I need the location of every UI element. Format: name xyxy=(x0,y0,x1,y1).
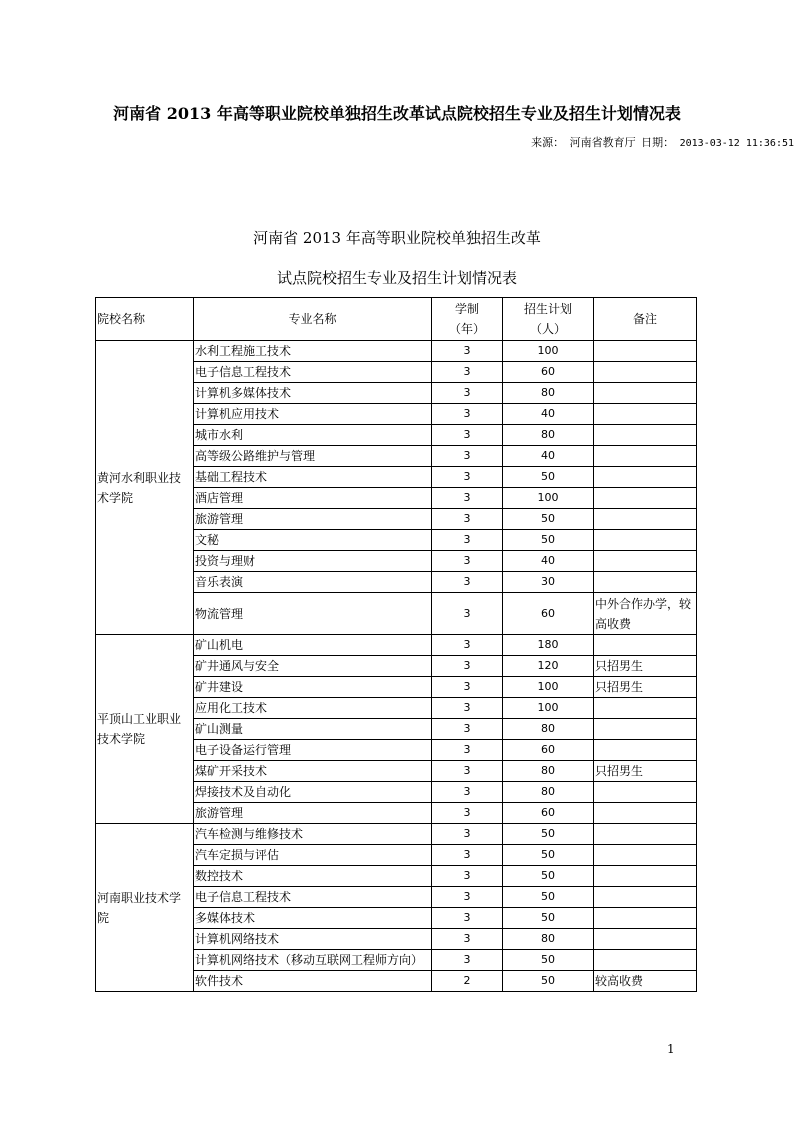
years-cell: 3 xyxy=(432,950,503,971)
plan-cell: 50 xyxy=(503,971,594,992)
years-cell: 3 xyxy=(432,404,503,425)
date-label: 日期： xyxy=(641,136,675,149)
plan-cell: 60 xyxy=(503,803,594,824)
note-cell xyxy=(594,740,697,761)
plan-cell: 60 xyxy=(503,740,594,761)
note-cell xyxy=(594,845,697,866)
major-cell: 矿井通风与安全 xyxy=(194,656,432,677)
document-title: 河南省 2013 年高等职业院校单独招生改革试点院校招生专业及招生计划情况表 xyxy=(113,104,681,123)
major-cell: 软件技术 xyxy=(194,971,432,992)
major-cell: 汽车检测与维修技术 xyxy=(194,824,432,845)
source-line xyxy=(529,134,794,150)
source-label: 来源： xyxy=(531,136,565,149)
header-school: 院校名称 xyxy=(96,298,194,341)
subtitle-line-2: 试点院校招生专业及招生计划情况表 xyxy=(276,269,517,287)
major-cell: 矿井建设 xyxy=(194,677,432,698)
note-cell xyxy=(594,782,697,803)
plan-cell: 40 xyxy=(503,551,594,572)
note-cell xyxy=(594,383,697,404)
note-cell xyxy=(594,530,697,551)
years-cell: 3 xyxy=(432,425,503,446)
years-cell: 3 xyxy=(432,929,503,950)
major-cell: 物流管理 xyxy=(194,593,432,635)
major-cell: 电子信息工程技术 xyxy=(194,362,432,383)
years-cell: 3 xyxy=(432,761,503,782)
years-cell: 3 xyxy=(432,908,503,929)
table-header-row xyxy=(96,298,697,341)
years-cell: 3 xyxy=(432,887,503,908)
note-cell: 只招男生 xyxy=(594,677,697,698)
plan-cell: 50 xyxy=(503,509,594,530)
note-cell xyxy=(594,824,697,845)
school-name-cell: 黄河水利职业技术学院 xyxy=(96,341,194,635)
plan-cell: 80 xyxy=(503,383,594,404)
note-cell xyxy=(594,551,697,572)
major-cell: 投资与理财 xyxy=(194,551,432,572)
enrollment-plan-table xyxy=(95,297,697,992)
plan-cell: 80 xyxy=(503,719,594,740)
note-cell xyxy=(594,446,697,467)
plan-cell: 100 xyxy=(503,488,594,509)
major-cell: 计算机网络技术 xyxy=(194,929,432,950)
major-cell: 城市水利 xyxy=(194,425,432,446)
plan-cell: 80 xyxy=(503,929,594,950)
years-cell: 3 xyxy=(432,719,503,740)
note-cell xyxy=(594,425,697,446)
major-cell: 高等级公路维护与管理 xyxy=(194,446,432,467)
plan-cell: 40 xyxy=(503,446,594,467)
years-cell: 3 xyxy=(432,509,503,530)
major-cell: 文秘 xyxy=(194,530,432,551)
major-cell: 电子设备运行管理 xyxy=(194,740,432,761)
date-value: 2013-03-12 11:36:51 xyxy=(679,138,794,149)
table-row xyxy=(96,824,697,845)
years-cell: 3 xyxy=(432,677,503,698)
major-cell: 多媒体技术 xyxy=(194,908,432,929)
school-name-cell: 平顶山工业职业技术学院 xyxy=(96,635,194,824)
major-cell: 计算机应用技术 xyxy=(194,404,432,425)
years-cell: 3 xyxy=(432,362,503,383)
plan-cell: 60 xyxy=(503,593,594,635)
header-years xyxy=(432,298,503,341)
plan-cell: 50 xyxy=(503,845,594,866)
plan-cell: 80 xyxy=(503,782,594,803)
plan-cell: 50 xyxy=(503,950,594,971)
years-cell: 3 xyxy=(432,488,503,509)
note-cell xyxy=(594,719,697,740)
note-cell xyxy=(594,866,697,887)
header-plan-line2: （人） xyxy=(529,322,566,336)
note-cell xyxy=(594,698,697,719)
major-cell: 计算机网络技术（移动互联网工程师方向） xyxy=(194,950,432,971)
major-cell: 音乐表演 xyxy=(194,572,432,593)
plan-cell: 50 xyxy=(503,887,594,908)
plan-cell: 100 xyxy=(503,341,594,362)
page-number: 1 xyxy=(667,1042,675,1056)
header-plan-line1: 招生计划 xyxy=(523,302,572,316)
note-cell xyxy=(594,404,697,425)
note-cell xyxy=(594,509,697,530)
header-plan xyxy=(503,298,594,341)
header-years-line1: 学制 xyxy=(454,302,479,316)
years-cell: 3 xyxy=(432,845,503,866)
source-value: 河南省教育厅 xyxy=(569,136,636,149)
note-cell: 只招男生 xyxy=(594,656,697,677)
years-cell: 3 xyxy=(432,866,503,887)
years-cell: 3 xyxy=(432,782,503,803)
note-cell: 中外合作办学，较高收费 xyxy=(594,593,697,635)
years-cell: 3 xyxy=(432,824,503,845)
years-cell: 3 xyxy=(432,341,503,362)
note-cell xyxy=(594,572,697,593)
years-cell: 3 xyxy=(432,446,503,467)
table-row xyxy=(96,341,697,362)
major-cell: 应用化工技术 xyxy=(194,698,432,719)
major-cell: 数控技术 xyxy=(194,866,432,887)
plan-cell: 100 xyxy=(503,677,594,698)
years-cell: 3 xyxy=(432,467,503,488)
major-cell: 矿山测量 xyxy=(194,719,432,740)
note-cell xyxy=(594,488,697,509)
plan-cell: 30 xyxy=(503,572,594,593)
major-cell: 煤矿开采技术 xyxy=(194,761,432,782)
plan-cell: 50 xyxy=(503,866,594,887)
note-cell xyxy=(594,908,697,929)
plan-cell: 40 xyxy=(503,404,594,425)
table-body xyxy=(96,341,697,992)
plan-cell: 80 xyxy=(503,425,594,446)
header-note: 备注 xyxy=(594,298,697,341)
major-cell: 水利工程施工技术 xyxy=(194,341,432,362)
years-cell: 2 xyxy=(432,971,503,992)
plan-cell: 50 xyxy=(503,467,594,488)
years-cell: 3 xyxy=(432,593,503,635)
plan-cell: 50 xyxy=(503,530,594,551)
school-name-cell: 河南职业技术学院 xyxy=(96,824,194,992)
major-cell: 旅游管理 xyxy=(194,509,432,530)
note-cell xyxy=(594,341,697,362)
major-cell: 电子信息工程技术 xyxy=(194,887,432,908)
plan-cell: 50 xyxy=(503,824,594,845)
years-cell: 3 xyxy=(432,803,503,824)
table-row xyxy=(96,635,697,656)
plan-cell: 100 xyxy=(503,698,594,719)
major-cell: 酒店管理 xyxy=(194,488,432,509)
major-cell: 旅游管理 xyxy=(194,803,432,824)
years-cell: 3 xyxy=(432,656,503,677)
major-cell: 计算机多媒体技术 xyxy=(194,383,432,404)
note-cell xyxy=(594,950,697,971)
plan-cell: 50 xyxy=(503,908,594,929)
note-cell xyxy=(594,635,697,656)
subtitle-line-1: 河南省 2013 年高等职业院校单独招生改革 xyxy=(253,229,541,247)
years-cell: 3 xyxy=(432,698,503,719)
years-cell: 3 xyxy=(432,383,503,404)
plan-cell: 60 xyxy=(503,362,594,383)
note-cell xyxy=(594,803,697,824)
note-cell xyxy=(594,887,697,908)
header-years-line2: （年） xyxy=(448,322,485,336)
years-cell: 3 xyxy=(432,572,503,593)
plan-cell: 120 xyxy=(503,656,594,677)
note-cell xyxy=(594,929,697,950)
plan-cell: 80 xyxy=(503,761,594,782)
years-cell: 3 xyxy=(432,635,503,656)
note-cell: 只招男生 xyxy=(594,761,697,782)
plan-cell: 180 xyxy=(503,635,594,656)
major-cell: 基础工程技术 xyxy=(194,467,432,488)
major-cell: 矿山机电 xyxy=(194,635,432,656)
years-cell: 3 xyxy=(432,740,503,761)
years-cell: 3 xyxy=(432,530,503,551)
note-cell xyxy=(594,362,697,383)
years-cell: 3 xyxy=(432,551,503,572)
major-cell: 汽车定损与评估 xyxy=(194,845,432,866)
major-cell: 焊接技术及自动化 xyxy=(194,782,432,803)
note-cell: 较高收费 xyxy=(594,971,697,992)
header-major: 专业名称 xyxy=(194,298,432,341)
note-cell xyxy=(594,467,697,488)
